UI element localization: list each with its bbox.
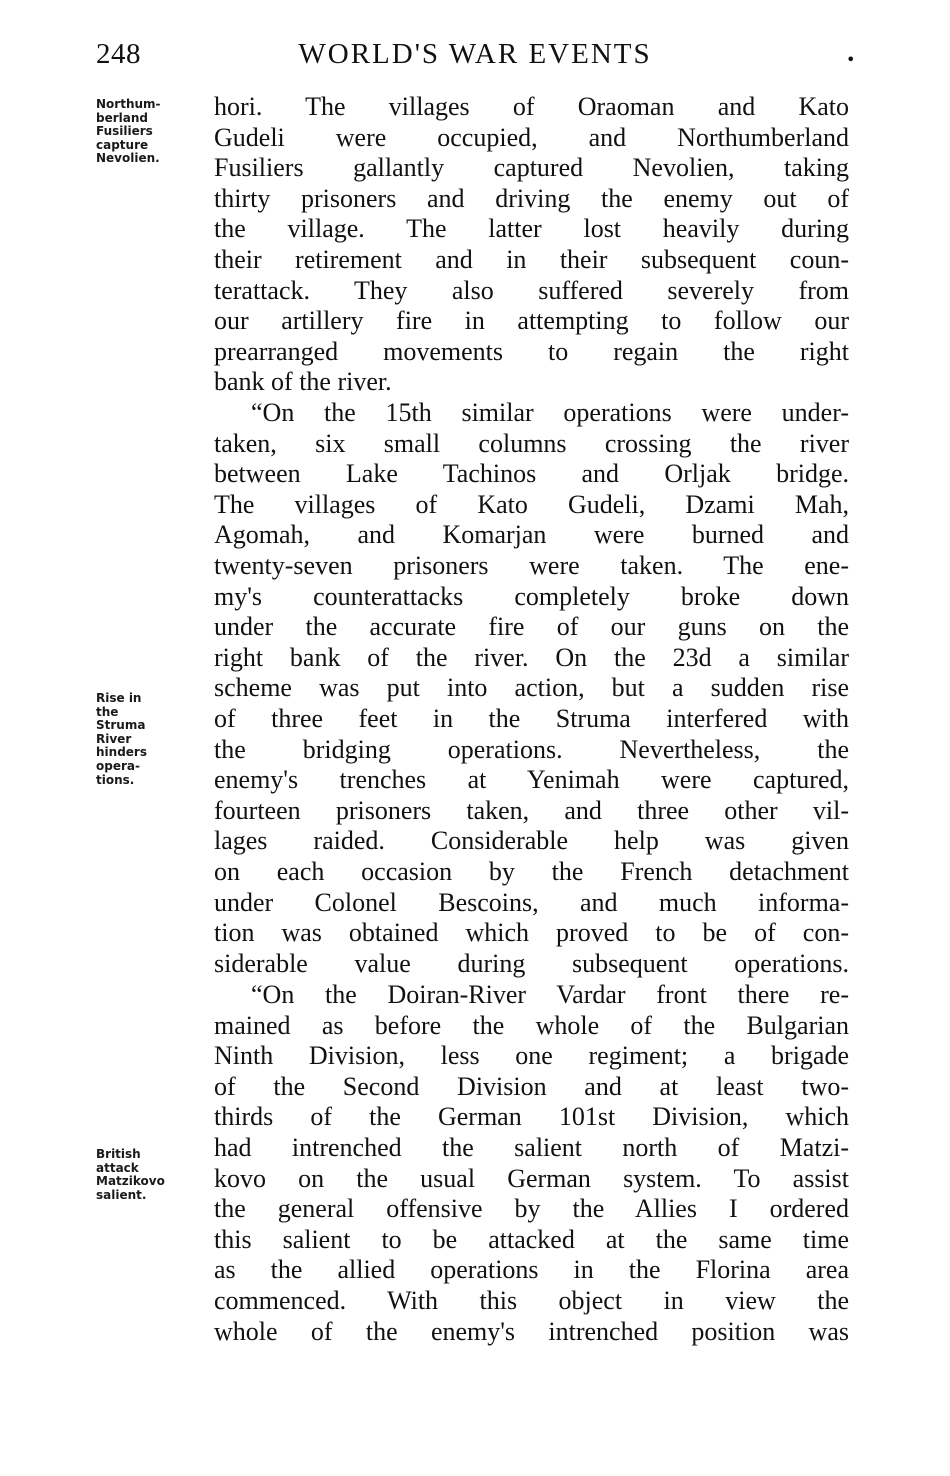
text-line: taken, six small columns crossing the river bbox=[214, 428, 849, 458]
text-line: my's counterattacks completely broke down bbox=[214, 581, 849, 611]
text-line: lages raided. Considerable help was given bbox=[214, 826, 849, 856]
text-line: our artillery fire in attempting to follow our bbox=[214, 306, 849, 336]
sidenote-line: the bbox=[96, 704, 119, 719]
text-line: enemy's trenches at Yenimah were captured, bbox=[214, 765, 849, 795]
text-line: the village. The latter lost heavily during bbox=[214, 214, 849, 244]
sidenote-matzikovo bbox=[96, 1148, 214, 1202]
text-line: commenced. With this object in view the bbox=[214, 1285, 849, 1315]
sidenote-northumberland bbox=[96, 98, 214, 166]
sidenote-line: Fusiliers bbox=[96, 124, 153, 139]
text-line: kovo on the usual German system. To assist bbox=[214, 1163, 849, 1193]
sidenote-struma-river bbox=[96, 692, 214, 787]
text-line: siderable value during subsequent operations. bbox=[214, 948, 849, 978]
sidenote-line: tions. bbox=[96, 772, 135, 787]
paragraph-1 bbox=[214, 92, 849, 398]
margin-mark: • bbox=[846, 50, 856, 69]
sidenote-line: opera- bbox=[96, 758, 140, 773]
text-line: Gudeli were occupied, and Northumberland bbox=[214, 122, 849, 152]
sidenote-line: Struma bbox=[96, 718, 146, 733]
text-line: tion was obtained which proved to be of con- bbox=[214, 918, 849, 948]
text-line: of the Second Division and at least two- bbox=[214, 1071, 849, 1101]
text-line: terattack. They also suffered severely from bbox=[214, 275, 849, 305]
text-line: on each occasion by the French detachment bbox=[214, 856, 849, 886]
sidenote-line: berland bbox=[96, 110, 148, 125]
text-line: right bank of the river. On the 23d a similar bbox=[214, 642, 849, 672]
text-line: “On the 15th similar operations were under- bbox=[251, 398, 849, 427]
text-line: thirds of the German 101st Division, which bbox=[214, 1102, 849, 1132]
text-line: under the accurate fire of our guns on the bbox=[214, 612, 849, 642]
text-line: fourteen prisoners taken, and three other vil- bbox=[214, 795, 849, 825]
text-line: whole of the enemy's intrenched position was bbox=[214, 1316, 849, 1346]
text-line: the bridging operations. Nevertheless, the bbox=[214, 734, 849, 764]
text-line: this salient to be attacked at the same time bbox=[214, 1224, 849, 1254]
paragraph-3 bbox=[214, 980, 849, 1347]
text-line: Agomah, and Komarjan were burned and bbox=[214, 520, 849, 550]
text-line: thirty prisoners and driving the enemy out of bbox=[214, 183, 849, 213]
sidenote-line: Nevolien. bbox=[96, 151, 160, 166]
text-line: the general offensive by the Allies I ordered bbox=[214, 1194, 849, 1224]
sidenote-line: River bbox=[96, 731, 132, 746]
sidenote-line: Northum- bbox=[96, 97, 161, 111]
text-line: hori. The villages of Oraoman and Kato bbox=[214, 92, 849, 121]
sidenote-line: Rise in bbox=[96, 691, 142, 705]
text-line: bank of the river. bbox=[214, 367, 392, 397]
text-line: had intrenched the salient north of Matzi- bbox=[214, 1132, 849, 1162]
sidenote-line: British bbox=[96, 1147, 141, 1161]
running-title: WORLD'S WAR EVENTS bbox=[298, 38, 652, 70]
text-line: as the allied operations in the Florina area bbox=[214, 1255, 849, 1285]
text-line: prearranged movements to regain the right bbox=[214, 336, 849, 366]
text-line: mained as before the whole of the Bulgarian bbox=[214, 1010, 849, 1040]
sidenote-line: Matzikovo bbox=[96, 1174, 165, 1189]
text-line: “On the Doiran-River Vardar front there re- bbox=[251, 980, 849, 1009]
text-line: Fusiliers gallantly captured Nevolien, taking bbox=[214, 153, 849, 183]
paragraph-2 bbox=[214, 398, 849, 979]
sidenote-line: capture bbox=[96, 137, 149, 152]
text-line: The villages of Kato Gudeli, Dzami Mah, bbox=[214, 489, 849, 519]
text-line: of three feet in the Struma interfered with bbox=[214, 703, 849, 733]
text-line: between Lake Tachinos and Orljak bridge. bbox=[214, 459, 849, 489]
text-line: under Colonel Bescoins, and much informa- bbox=[214, 887, 849, 917]
text-line: their retirement and in their subsequent coun- bbox=[214, 244, 849, 274]
text-line: Ninth Division, less one regiment; a brigade bbox=[214, 1041, 849, 1071]
page-number: 248 bbox=[96, 38, 141, 70]
sidenote-line: hinders bbox=[96, 745, 147, 760]
sidenote-line: attack bbox=[96, 1160, 139, 1175]
text-line: scheme was put into action, but a sudden rise bbox=[214, 673, 849, 703]
sidenote-line: salient. bbox=[96, 1187, 147, 1202]
text-line: twenty-seven prisoners were taken. The ene- bbox=[214, 550, 849, 580]
